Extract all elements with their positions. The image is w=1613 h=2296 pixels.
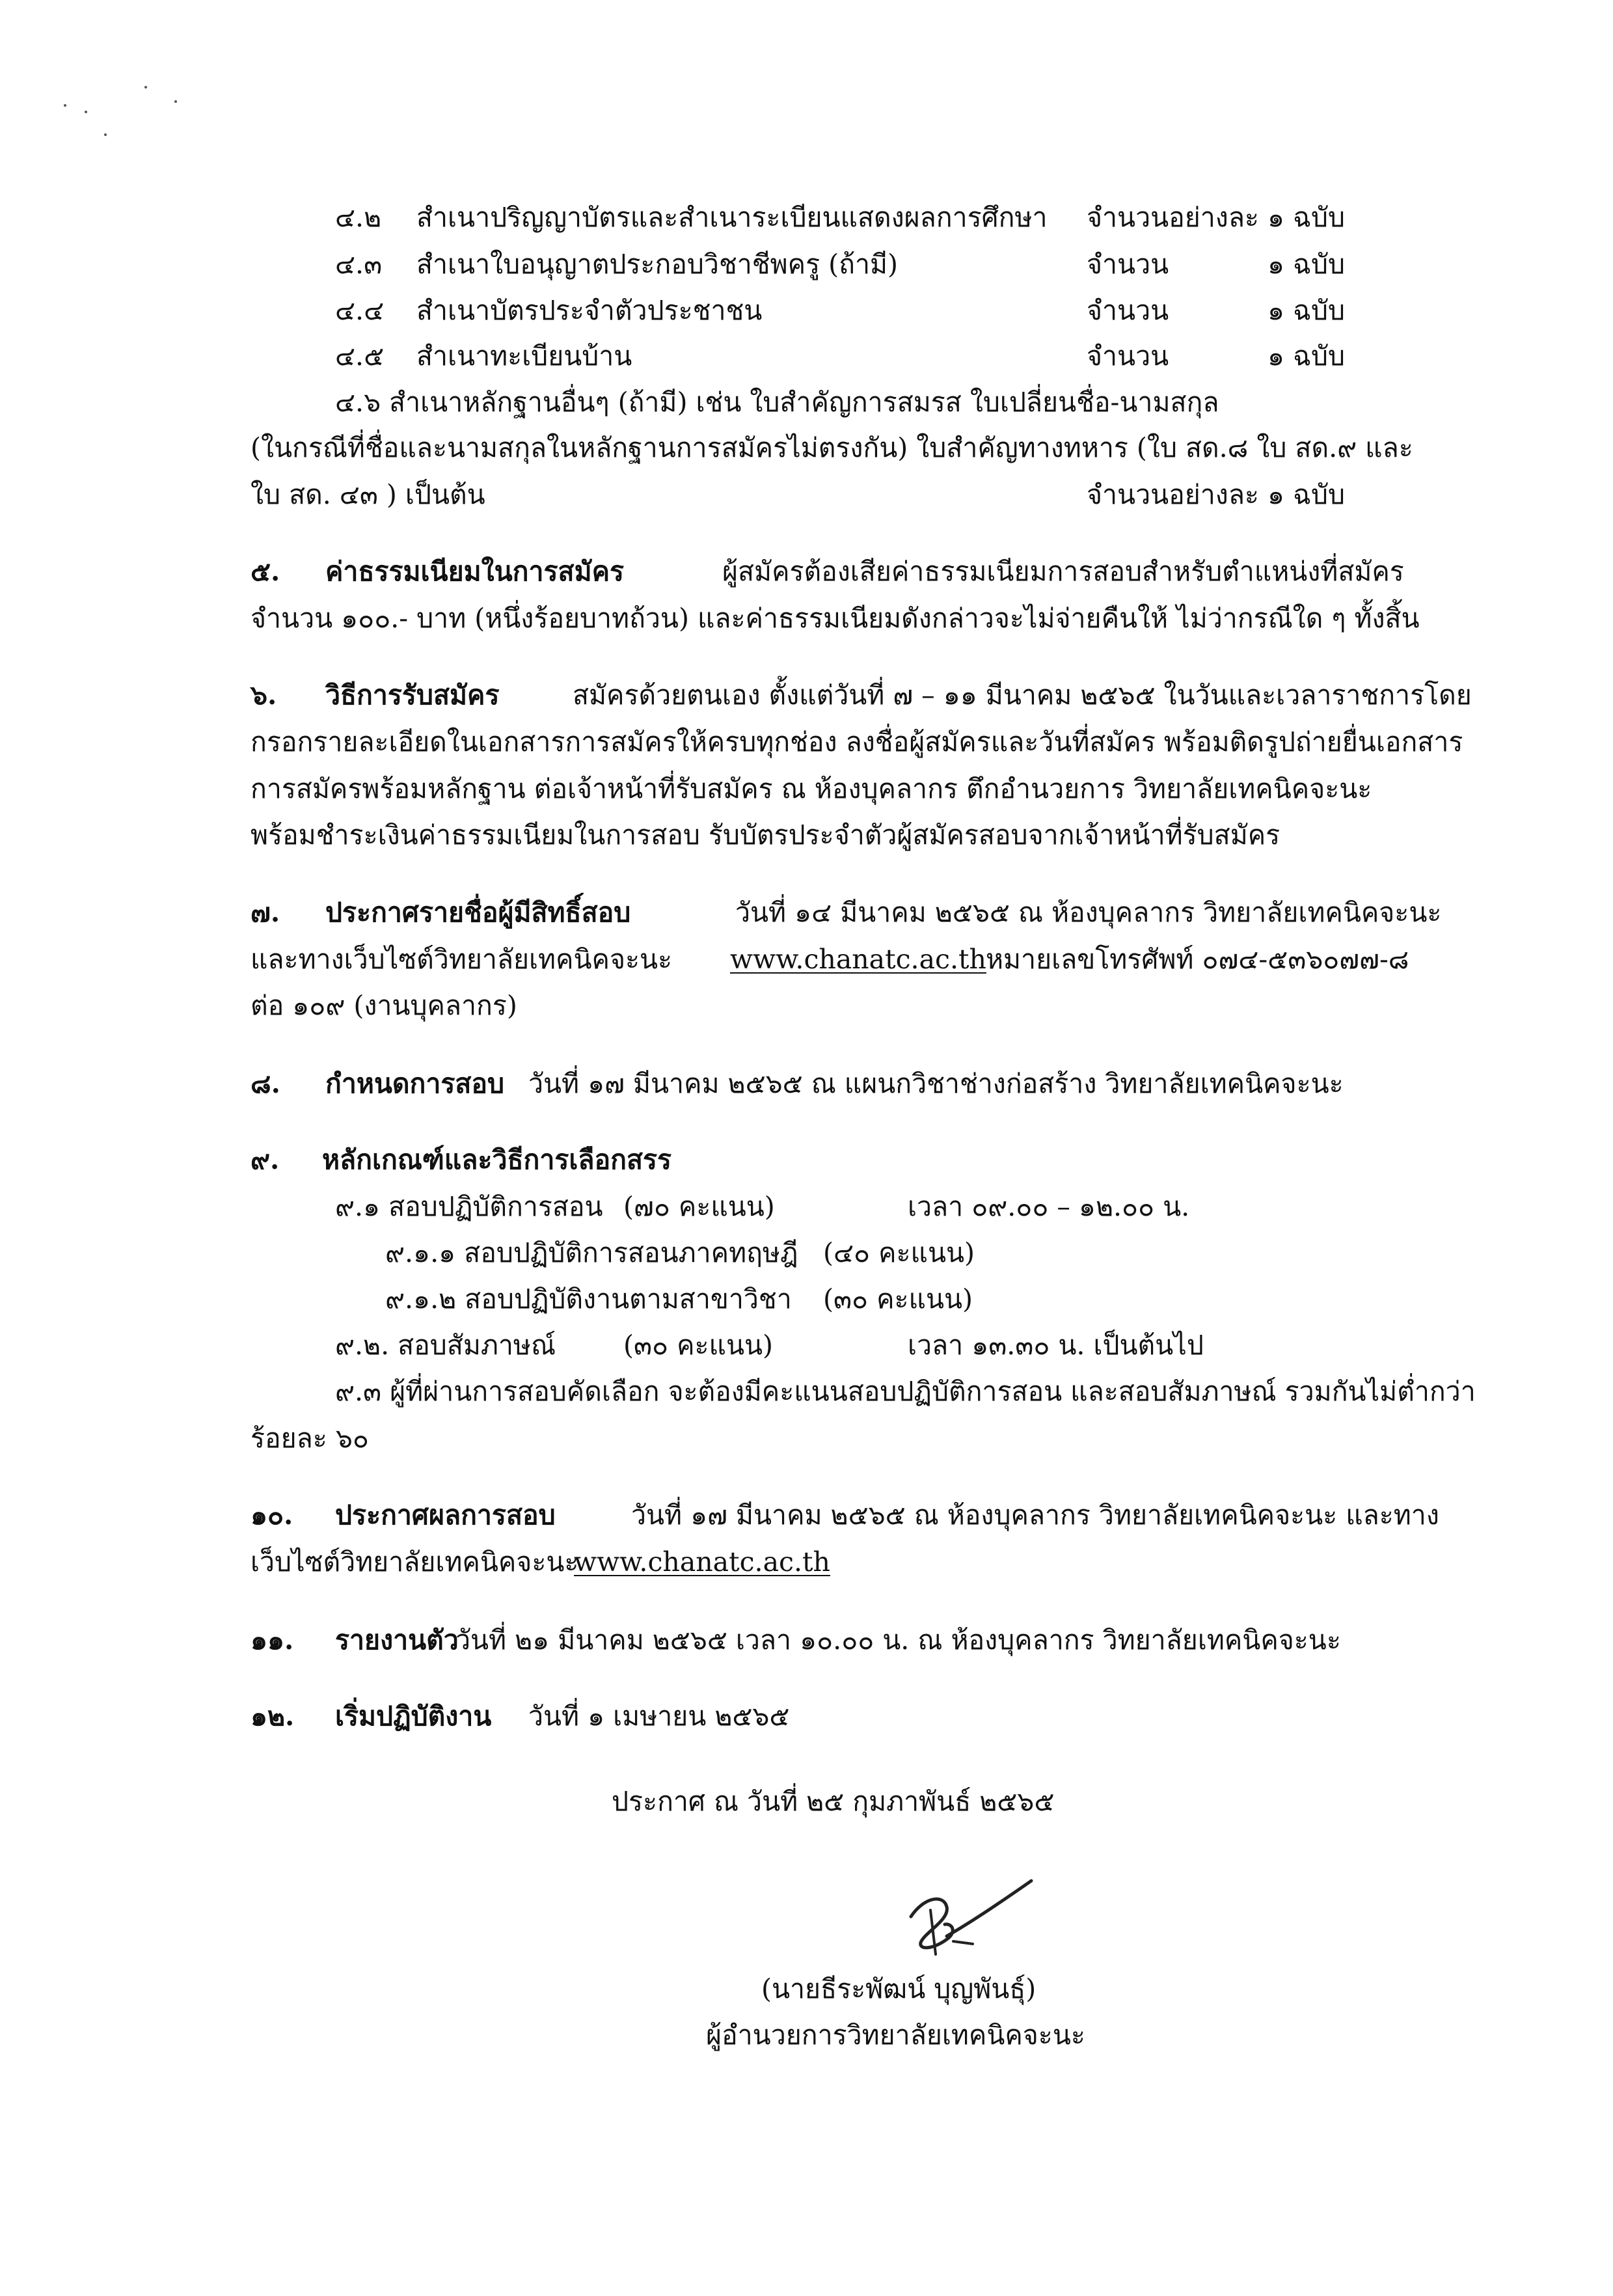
section-number: ๑๒.: [251, 1701, 295, 1732]
doc-item-text: สำเนาบัตรประจำตัวประชาชน: [416, 295, 763, 326]
section-number: ๕.: [251, 556, 280, 587]
announce-date: ประกาศ ณ วันที่ ๒๕ กุมภาพันธ์ ๒๕๖๕: [612, 1786, 1055, 1817]
section-heading: เริ่มปฏิบัติงาน: [335, 1701, 492, 1732]
doc-item-text: สำเนาใบอนุญาตประกอบวิชาชีพครู (ถ้ามี): [416, 249, 899, 280]
doc-amount: ๑ ฉบับ: [1267, 479, 1346, 510]
section-text: ผู้สมัครต้องเสียค่าธรรมเนียมการสอบสำหรับตำแหน่งที่สมัคร: [722, 556, 1404, 587]
section-text: วันที่ ๑๗ มีนาคม ๒๕๖๕ ณ ห้องบุคลากร วิทยาลัยเทคนิคจะนะ และทาง: [631, 1499, 1439, 1531]
section-text: เว็บไซต์วิทยาลัยเทคนิคจะนะ: [251, 1546, 579, 1578]
section-number: ๖.: [251, 679, 277, 711]
section-text: วันที่ ๑๔ มีนาคม ๒๕๖๕ ณ ห้องบุคลากร วิทยาลัยเทคนิคจะนะ: [735, 897, 1442, 928]
section-number: ๙.: [251, 1144, 280, 1175]
section-number: ๘.: [251, 1068, 280, 1099]
doc-item-number: ๔.๔: [335, 295, 385, 326]
section-text: วันที่ ๑ เมษายน ๒๕๖๕: [528, 1701, 790, 1732]
section-heading: ประกาศผลการสอบ: [335, 1499, 556, 1531]
section-heading: วิธีการรับสมัคร: [325, 679, 500, 711]
doc-item-text: ๔.๖ สำเนาหลักฐานอื่นๆ (ถ้ามี) เช่น ใบสำคัญการสมรส ใบเปลี่ยนชื่อ-นามสกุล: [335, 387, 1219, 418]
criteria-score: (๓๐ คะแนน): [623, 1330, 774, 1361]
doc-item-number: ๔.๓: [335, 249, 383, 280]
section-heading: หลักเกณฑ์และวิธีการเลือกสรร: [322, 1144, 672, 1175]
criteria-item: ๙.๑ สอบปฏิบัติการสอน: [335, 1191, 603, 1222]
criteria-item: ๙.๒. สอบสัมภาษณ์: [335, 1330, 556, 1361]
doc-amount: ๑ ฉบับ: [1267, 295, 1346, 326]
section-heading: ค่าธรรมเนียมในการสมัคร: [325, 556, 625, 587]
doc-item-text: (ในกรณีที่ชื่อและนามสกุลในหลักฐานการสมัครไม่ตรงกัน) ใบสำคัญทางทหาร (ใบ สด.๘ ใบ สด.๙ และ: [251, 432, 1413, 463]
section-text: จำนวน ๑๐๐.- บาท (หนึ่งร้อยบาทถ้วน) และค่าธรรมเนียมดังกล่าวจะไม่จ่ายคืนให้ ไม่ว่ากรณีใด ๆ ทั้งสิ้น: [251, 603, 1420, 634]
doc-amount-label: จำนวนอย่างละ: [1087, 479, 1259, 510]
doc-item-number: ๔.๒: [335, 202, 382, 233]
criteria-time: เวลา ๐๙.๐๐ – ๑๒.๐๐ น.: [908, 1191, 1190, 1222]
section-text: วันที่ ๒๑ มีนาคม ๒๕๖๕ เวลา ๑๐.๐๐ น. ณ ห้องบุคลากร วิทยาลัยเทคนิคจะนะ: [455, 1624, 1341, 1656]
section-heading: กำหนดการสอบ: [325, 1068, 505, 1099]
doc-amount-label: จำนวน: [1087, 295, 1169, 326]
criteria-score: (๓๐ คะแนน): [823, 1283, 973, 1315]
doc-item-text: ใบ สด. ๔๓ ) เป็นต้น: [251, 479, 485, 510]
criteria-subitem: ๙.๑.๑ สอบปฏิบัติการสอนภาคทฤษฎี: [385, 1237, 798, 1268]
section-text: กรอกรายละเอียดในเอกสารการสมัครให้ครบทุกช่อง ลงชื่อผู้สมัครและวันที่สมัคร พร้อมติดรูปถ่ายยื่นเอกสาร: [251, 726, 1463, 758]
section-text: สมัครด้วยตนเอง ตั้งแต่วันที่ ๗ – ๑๑ มีนาคม ๒๕๖๕ ในวันและเวลาราชการโดย: [573, 679, 1472, 711]
doc-amount: ๑ ฉบับ: [1267, 202, 1346, 233]
doc-amount-label: จำนวน: [1087, 249, 1169, 280]
signer-name: (นายธีระพัฒน์ บุญพันธุ์): [761, 1973, 1037, 2004]
section-text: การสมัครพร้อมหลักฐาน ต่อเจ้าหน้าที่รับสมัคร ณ ห้องบุคลากร ตึกอำนวยการ วิทยาลัยเทคนิคจะนะ: [251, 773, 1372, 804]
criteria-time: เวลา ๑๓.๓๐ น. เป็นต้นไป: [908, 1330, 1204, 1361]
signature: [885, 1871, 1041, 1969]
doc-amount: ๑ ฉบับ: [1267, 340, 1346, 372]
section-text: พร้อมชำระเงินค่าธรรมเนียมในการสอบ รับบัตรประจำตัวผู้สมัครสอบจากเจ้าหน้าที่รับสมัคร: [251, 819, 1281, 851]
section-text: หมายเลขโทรศัพท์ ๐๗๔-๕๓๖๐๗๗-๘: [986, 944, 1409, 975]
website-link[interactable]: www.chanatc.ac.th: [574, 1546, 830, 1578]
section-text: วันที่ ๑๗ มีนาคม ๒๕๖๕ ณ แผนกวิชาช่างก่อสร้าง วิทยาลัยเทคนิคจะนะ: [528, 1068, 1344, 1099]
section-heading: ประกาศรายชื่อผู้มีสิทธิ์สอบ: [325, 897, 631, 928]
section-heading: รายงานตัว: [335, 1624, 459, 1656]
doc-item-number: ๔.๕: [335, 340, 385, 372]
section-text: ต่อ ๑๐๙ (งานบุคลากร): [251, 990, 517, 1021]
doc-amount-label: จำนวนอย่างละ: [1087, 202, 1259, 233]
signer-title: ผู้อำนวยการวิทยาลัยเทคนิคจะนะ: [706, 2019, 1085, 2051]
website-link[interactable]: www.chanatc.ac.th: [730, 944, 986, 975]
criteria-item: ร้อยละ ๖๐: [251, 1423, 369, 1454]
doc-item-text: สำเนาปริญญาบัตรและสำเนาระเบียนแสดงผลการศึกษา: [416, 202, 1048, 233]
section-number: ๑๐.: [251, 1499, 293, 1531]
criteria-score: (๗๐ คะแนน): [623, 1191, 775, 1222]
section-number: ๗.: [251, 897, 280, 928]
section-number: ๑๑.: [251, 1624, 294, 1656]
doc-amount: ๑ ฉบับ: [1267, 249, 1346, 280]
doc-item-text: สำเนาทะเบียนบ้าน: [416, 340, 632, 372]
criteria-subitem: ๙.๑.๒ สอบปฏิบัติงานตามสาขาวิชา: [385, 1283, 792, 1315]
section-text: และทางเว็บไซต์วิทยาลัยเทคนิคจะนะ: [251, 944, 673, 975]
criteria-score: (๔๐ คะแนน): [823, 1237, 975, 1268]
doc-amount-label: จำนวน: [1087, 340, 1169, 372]
criteria-item: ๙.๓ ผู้ที่ผ่านการสอบคัดเลือก จะต้องมีคะแนนสอบปฏิบัติการสอน และสอบสัมภาษณ์ รวมกันไม่ต่ำกว่า: [335, 1376, 1476, 1407]
